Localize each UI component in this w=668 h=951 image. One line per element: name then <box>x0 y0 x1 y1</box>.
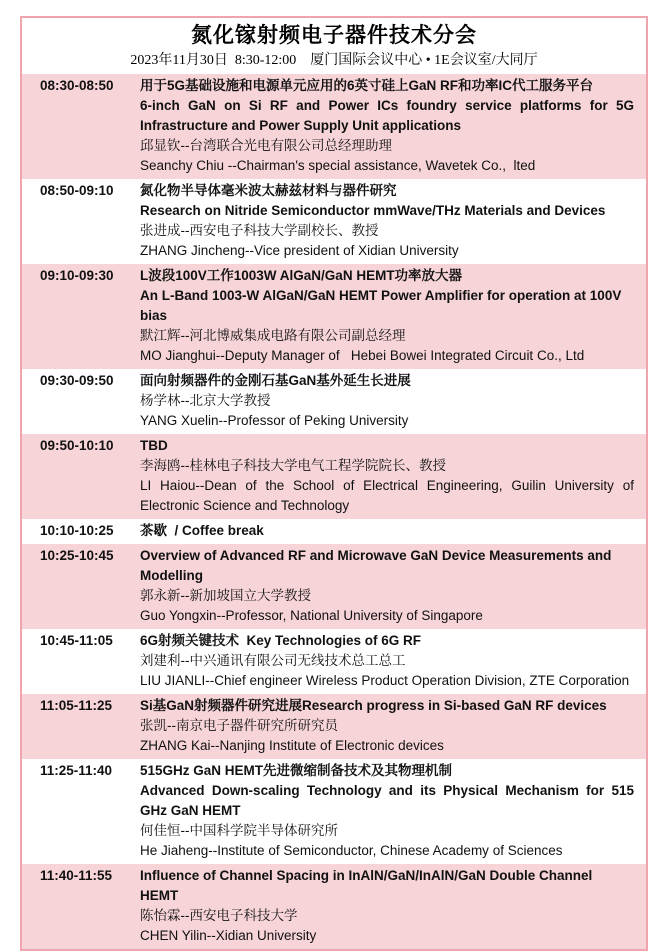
session-row <box>22 369 646 434</box>
session-lines <box>126 631 646 691</box>
session-lines <box>126 761 646 861</box>
session-line: 陈怡霖--西安电子科技大学 <box>140 908 298 923</box>
program-header <box>22 18 646 74</box>
session-row <box>22 694 646 759</box>
session-lines <box>126 696 646 756</box>
session-line: 氮化物半导体毫米波太赫兹材料与器件研究 <box>140 183 397 198</box>
session-line: YANG Xuelin--Professor of Peking University <box>140 413 409 428</box>
session-lines <box>126 521 646 541</box>
session-row <box>22 434 646 519</box>
session-line: 面向射频器件的金刚石基GaN基外延生长进展 <box>140 373 411 388</box>
session-line: ZHANG Kai--Nanjing Institute of Electronic devices <box>140 738 444 753</box>
session-line: 何佳恒--中国科学院半导体研究所 <box>140 823 338 838</box>
session-rows <box>22 74 646 949</box>
session-line: 邱显钦--台湾联合光电有限公司总经理助理 <box>140 138 392 153</box>
session-line: LI Haiou--Dean of the School of Electrical Engineering, Guilin University of Electronic Science and Technology <box>140 478 638 513</box>
session-lines <box>126 436 646 516</box>
session-datetime-venue: 2023年11月30日 8:30-12:00 厦门国际会议中心 • 1E会议室/大同厅 <box>130 53 538 68</box>
session-line: An L-Band 1003-W AlGaN/GaN HEMT Power Amplifier for operation at 100V bias <box>140 288 626 323</box>
session-line: 郭永新--新加坡国立大学教授 <box>140 588 311 603</box>
session-line: Guo Yongxin--Professor, National University of Singapore <box>140 608 483 623</box>
session-line: TBD <box>140 438 168 453</box>
session-row <box>22 264 646 369</box>
session-time: 09:10-09:30 <box>40 268 114 283</box>
session-time: 11:40-11:55 <box>40 868 113 883</box>
session-line: ZHANG Jincheng--Vice president of Xidian University <box>140 243 459 258</box>
session-lines <box>126 181 646 261</box>
session-row <box>22 544 646 629</box>
session-row <box>22 179 646 264</box>
session-time: 10:45-11:05 <box>40 633 113 648</box>
session-line: 6G射频关键技术 Key Technologies of 6G RF <box>140 633 422 648</box>
session-line: 张进成--西安电子科技大学副校长、教授 <box>140 223 379 238</box>
session-line: Overview of Advanced RF and Microwave GaN Device Measurements and Modelling <box>140 548 616 583</box>
session-time: 09:30-09:50 <box>40 373 114 388</box>
session-time: 11:25-11:40 <box>40 763 113 778</box>
session-lines <box>126 266 646 366</box>
session-line: Influence of Channel Spacing in InAlN/GaN/InAlN/GaN Double Channel HEMT <box>140 868 597 903</box>
session-time: 10:10-10:25 <box>40 523 114 538</box>
session-time: 08:30-08:50 <box>40 78 114 93</box>
session-row <box>22 519 646 544</box>
session-time: 11:05-11:25 <box>40 698 113 713</box>
session-line: CHEN Yilin--Xidian University <box>140 928 317 943</box>
session-line: 张凯--南京电子器件研究所研究员 <box>140 718 338 733</box>
session-line: LIU JIANLI--Chief engineer Wireless Product Operation Division, ZTE Corporation <box>140 673 630 688</box>
session-line: 515GHz GaN HEMT先进微缩制备技术及其物理机制 <box>140 763 453 778</box>
session-line: MO Jianghui--Deputy Manager of Hebei Bowei Integrated Circuit Co., Ltd <box>140 348 585 363</box>
program-table <box>20 16 648 951</box>
session-line: L波段100V工作1003W AlGaN/GaN HEMT功率放大器 <box>140 268 463 283</box>
session-lines <box>126 371 646 431</box>
session-row <box>22 74 646 179</box>
session-line: 李海鸥--桂林电子科技大学电气工程学院院长、教授 <box>140 458 446 473</box>
session-time: 10:25-10:45 <box>40 548 114 563</box>
session-row <box>22 759 646 864</box>
session-line: 默江辉--河北博威集成电路有限公司副总经理 <box>140 328 406 343</box>
session-time: 08:50-09:10 <box>40 183 114 198</box>
session-lines <box>126 76 646 176</box>
session-lines <box>126 546 646 626</box>
session-line: 6-inch GaN on Si RF and Power ICs foundry service platforms for 5G Infrastructure and Power Supply Unit applications <box>140 98 638 133</box>
session-line: Si基GaN射频器件研究进展Research progress in Si-based GaN RF devices <box>140 698 607 713</box>
session-row <box>22 629 646 694</box>
session-line: Seanchy Chiu --Chairman's special assistance, Wavetek Co., lted <box>140 158 536 173</box>
session-line: Advanced Down-scaling Technology and its Physical Mechanism for 515 GHz GaN HEMT <box>140 783 638 818</box>
session-line: 用于5G基础设施和电源单元应用的6英寸硅上GaN RF和功率IC代工服务平台 <box>140 78 594 93</box>
session-line: 刘建利--中兴通讯有限公司无线技术总工总工 <box>140 653 406 668</box>
session-lines <box>126 866 646 946</box>
session-row <box>22 864 646 949</box>
session-line: 茶歇 / Coffee break <box>140 523 264 538</box>
session-time: 09:50-10:10 <box>40 438 114 453</box>
session-line: He Jiaheng--Institute of Semiconductor, Chinese Academy of Sciences <box>140 843 563 858</box>
session-line: 杨学林--北京大学教授 <box>140 393 271 408</box>
session-line: Research on Nitride Semiconductor mmWave/THz Materials and Devices <box>140 203 606 218</box>
session-title: 氮化镓射频电子器件技术分会 <box>191 24 477 47</box>
